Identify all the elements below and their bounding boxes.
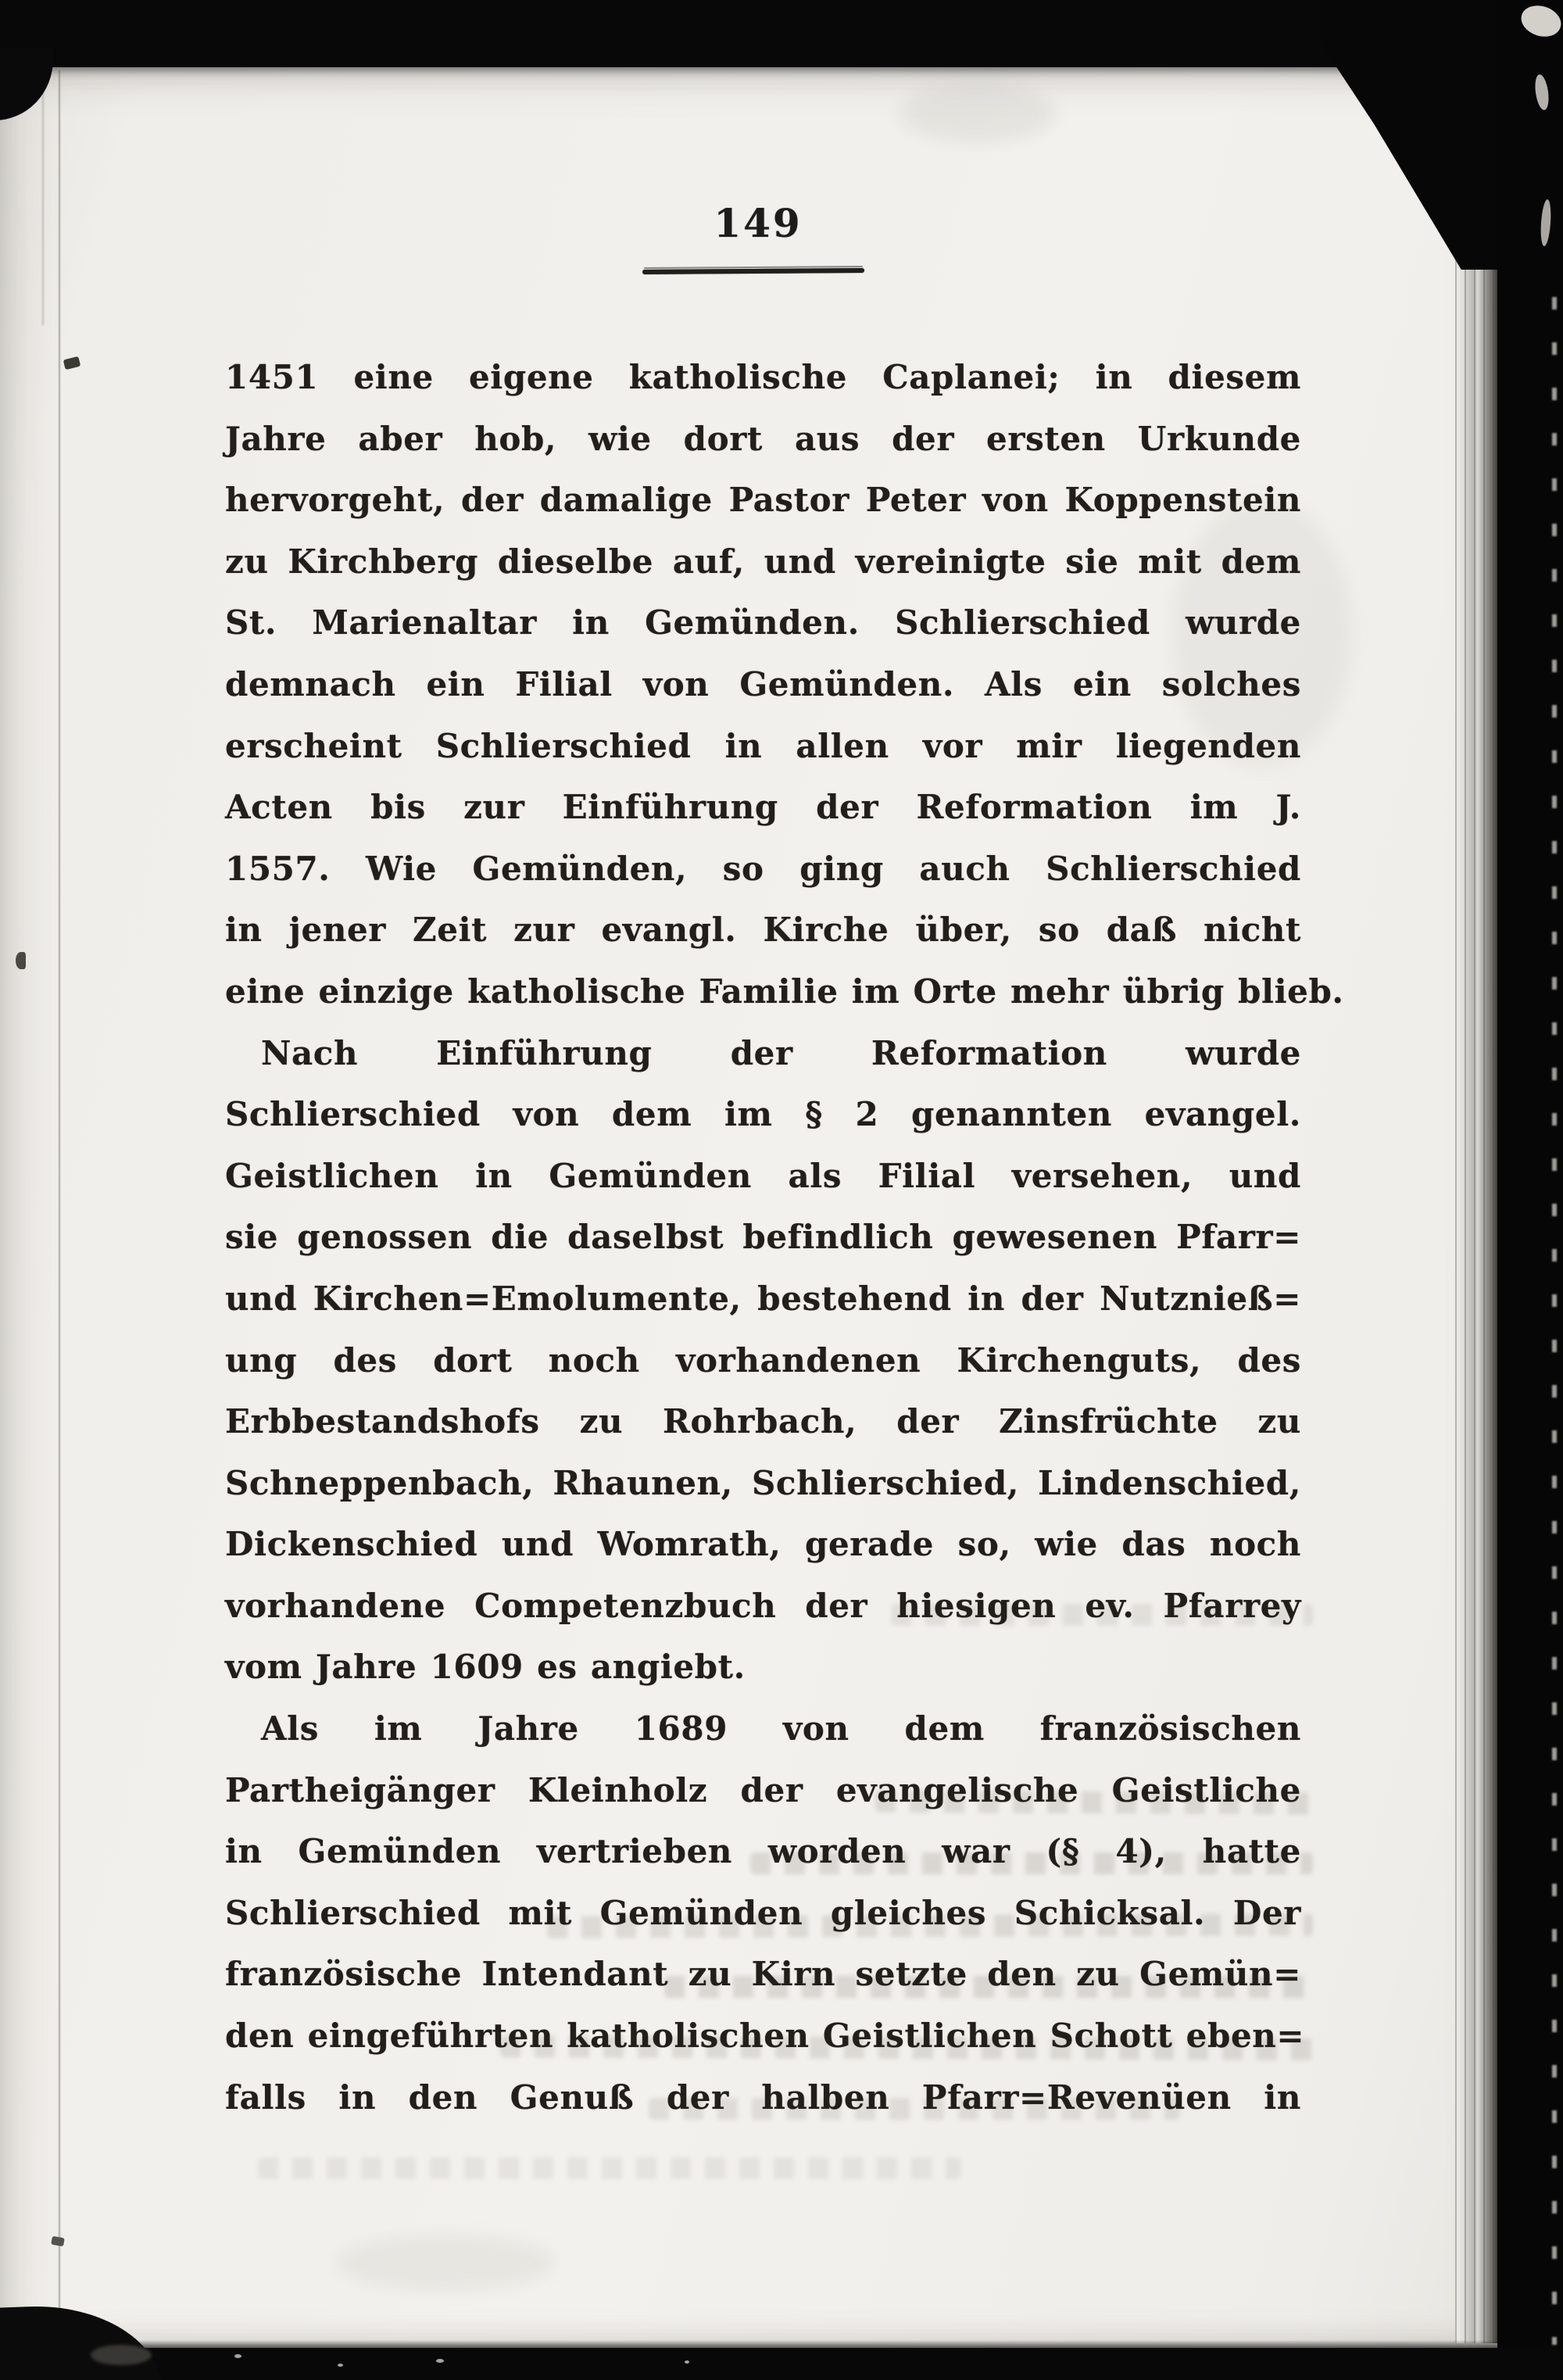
ink-speck <box>16 952 26 969</box>
text-line: St. Marienaltar in Gemünden. Schlierschied wurde <box>225 603 1301 642</box>
text-line: Schlierschied mit Gemünden gleiches Schicksal. Der <box>225 1893 1301 1932</box>
text-line: Als im Jahre 1689 von dem französischen <box>261 1709 1301 1748</box>
text-line: Nach Einführung der Reformation wurde <box>261 1033 1301 1072</box>
page-number: 149 <box>714 200 803 246</box>
text-line: Jahre aber hob, wie dort aus der ersten Urkunde <box>225 419 1301 458</box>
scan-debris <box>685 2360 689 2364</box>
text-line: zu Kirchberg dieselbe auf, und vereinigte sie mit dem <box>225 542 1301 581</box>
text-line: Partheigänger Kleinholz der evangelische Geistliche <box>225 1770 1301 1809</box>
page-edge-line <box>42 67 44 325</box>
text-line: Acten bis zur Einführung der Reformation im J. <box>225 788 1301 827</box>
text-line: hervorgeht, der damalige Pastor Peter von Koppenstein <box>225 481 1301 520</box>
text-line: Geistlichen in Gemünden als Filial versehen, und <box>225 1156 1301 1195</box>
text-line: französische Intendant zu Kirn setzte den zu Gemün= <box>225 1955 1301 1994</box>
text-line: Dickenschied und Womrath, gerade so, wie das noch <box>225 1525 1301 1564</box>
paragraph <box>225 1023 1301 1699</box>
text-block <box>225 347 1344 2128</box>
text-line: in jener Zeit zur evangl. Kirche über, so daß nicht <box>225 911 1301 950</box>
book-page-stack-edge <box>1455 67 1497 2343</box>
text-line: vom Jahre 1609 es angiebt. <box>225 1648 746 1687</box>
text-line: den eingeführten katholischen Geistlichen Schott eben= <box>225 2017 1305 2056</box>
text-line: demnach ein Filial von Gemünden. Als ein solches <box>225 664 1301 703</box>
scan-debris <box>338 2364 343 2367</box>
text-line: in Gemünden vertrieben worden war (§ 4), hatte <box>225 1832 1301 1871</box>
scan-debris <box>91 2345 152 2365</box>
text-line: eine einzige katholische Familie im Orte mehr übrig blieb. <box>225 972 1344 1011</box>
paper-stain <box>336 2235 555 2290</box>
text-line: sie genossen die daselbst befindlich gewesenen Pfarr= <box>225 1218 1301 1257</box>
text-line: ung des dort noch vorhandenen Kirchenguts, des <box>225 1340 1301 1380</box>
text-line: Schlierschied von dem im § 2 genannten evangel. <box>225 1095 1301 1134</box>
text-line: und Kirchen=Emolumente, bestehend in der Nutznieß= <box>225 1279 1301 1318</box>
paragraph <box>225 347 1344 1023</box>
text-line: falls in den Genuß der halben Pfarr=Revenüen in <box>225 2078 1301 2117</box>
scan-debris <box>436 2359 444 2363</box>
scan-border-bottom <box>0 2340 1563 2380</box>
page-crease <box>59 70 60 2340</box>
text-line: 1557. Wie Gemünden, so ging auch Schlierschied <box>225 849 1301 888</box>
text-line: vorhandene Competenzbuch der hiesigen ev. Pfarrey <box>225 1586 1301 1625</box>
binding-glint-column <box>1552 297 1557 2345</box>
text-line: erscheint Schlierschied in allen vor mir liegenden <box>225 726 1301 765</box>
text-line: Schneppenbach, Rhaunen, Schlierschied, Lindenschied, <box>225 1463 1301 1502</box>
scan-debris <box>234 2354 241 2358</box>
paper-stain <box>899 84 1055 142</box>
text-line: 1451 eine eigene katholische Caplanei; in diesem <box>225 358 1301 396</box>
text-line: Erbbestandshofs zu Rohrbach, der Zinsfrüchte zu <box>225 1402 1301 1441</box>
paragraph <box>225 1698 1305 2128</box>
bleedthrough-ghost <box>258 2157 961 2179</box>
